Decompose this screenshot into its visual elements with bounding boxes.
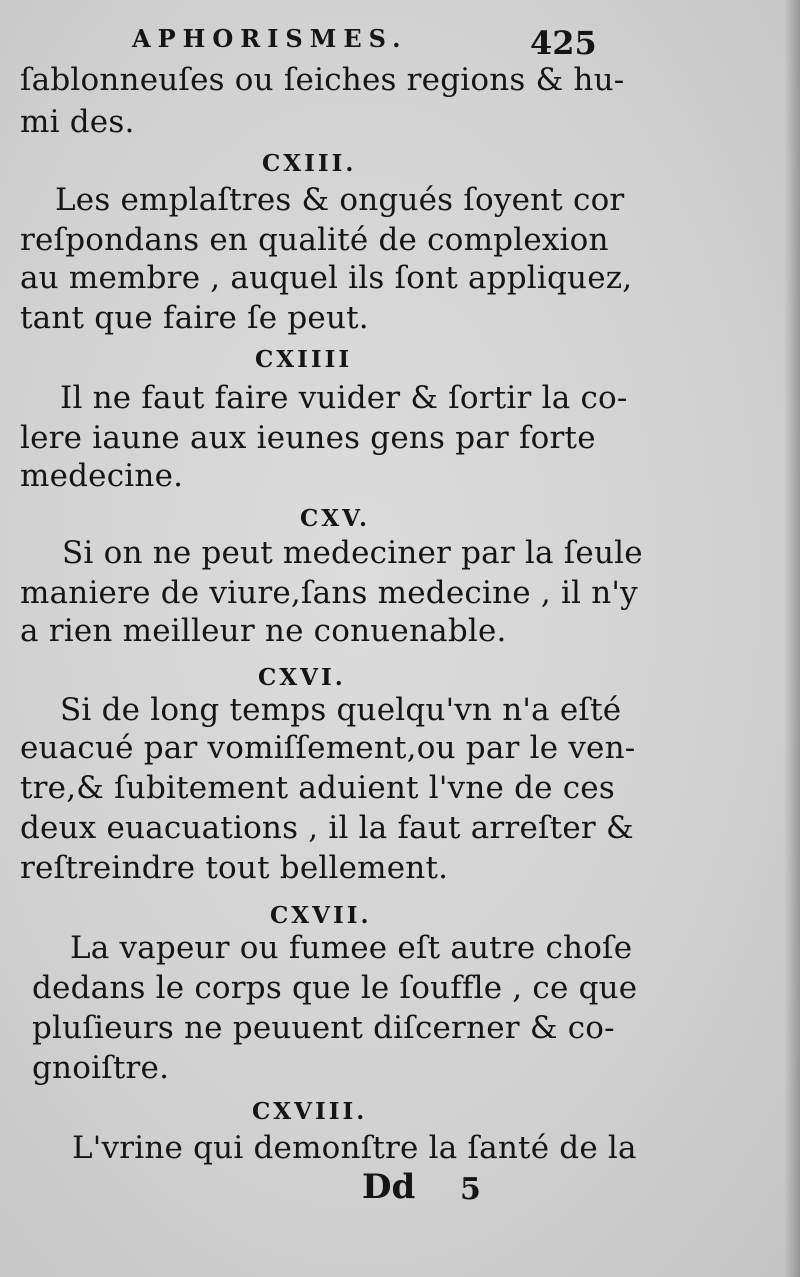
- text-line: tre,& ſubitement aduient l'vne de ces: [20, 770, 615, 806]
- text-line: L'vrine qui demonſtre la ſanté de la: [72, 1130, 637, 1166]
- text-line: au membre , auquel ils ſont appliquez,: [20, 260, 633, 296]
- text-line: a rien meilleur ne conuenable.: [20, 613, 507, 649]
- text-line: ſablonneuſes ou ſeiches regions & hu-: [20, 62, 625, 98]
- section-heading: CXV.: [300, 505, 370, 532]
- text-line: medecine.: [20, 458, 184, 494]
- page-edge-shadow: [784, 0, 800, 1277]
- text-line: Il ne faut faire vuider & ſortir la co-: [60, 380, 628, 416]
- text-line: reſpondans en qualité de complexion: [20, 222, 609, 258]
- section-heading: CXIII.: [262, 150, 357, 177]
- text-line: deux euacuations , il la faut arreſter &: [20, 810, 634, 846]
- signature-number: 5: [460, 1172, 481, 1207]
- section-heading: CXVIII.: [252, 1098, 368, 1125]
- text-line: Les emplaſtres & ongués ſoyent cor: [55, 182, 625, 218]
- text-line: Si de long temps quelqu'vn n'a eſté: [60, 692, 622, 728]
- text-line: lere iaune aux ieunes gens par forte: [20, 420, 596, 456]
- text-line: tant que faire ſe peut.: [20, 300, 369, 336]
- page-number: 425: [530, 24, 597, 62]
- running-header-title: APHORISMES.: [132, 24, 408, 53]
- signature-mark: Dd: [362, 1167, 416, 1207]
- text-line: Si on ne peut medeciner par la ſeule: [62, 535, 643, 571]
- text-line: pluſieurs ne peuuent diſcerner & co-: [32, 1010, 615, 1046]
- section-heading: CXVI.: [258, 664, 346, 691]
- text-line: mi des.: [20, 104, 135, 140]
- section-heading: CXVII.: [270, 902, 372, 929]
- section-heading: CXIIII: [255, 346, 353, 373]
- text-line: dedans le corps que le ſouffle , ce que: [32, 970, 638, 1006]
- text-line: euacué par vomiſſement,ou par le ven-: [20, 730, 636, 766]
- text-line: maniere de viure,ſans medecine , il n'y: [20, 575, 638, 611]
- text-line: reſtreindre tout bellement.: [20, 850, 449, 886]
- text-line: gnoiſtre.: [32, 1050, 170, 1086]
- text-line: La vapeur ou fumee eſt autre choſe: [70, 930, 633, 966]
